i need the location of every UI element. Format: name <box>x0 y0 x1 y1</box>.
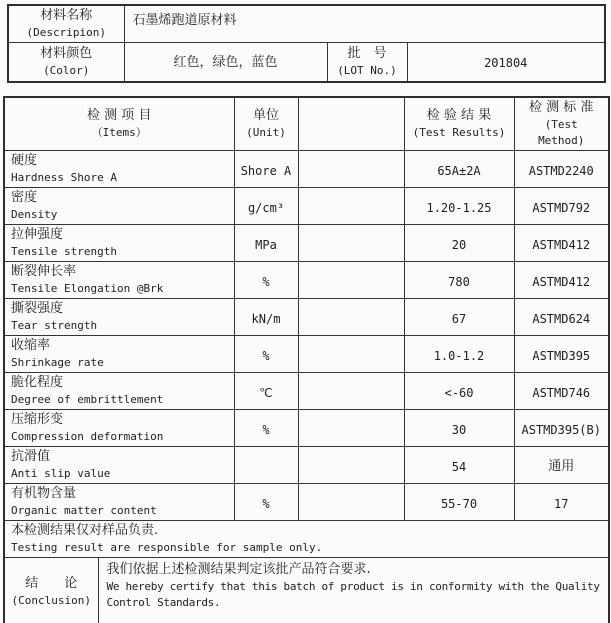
col-header-items: 检 测 项 目 （Items） <box>4 97 234 151</box>
item-cell: 脆化程度 Degree of embrittlement <box>4 373 234 410</box>
lot-no-label <box>327 43 407 82</box>
method-cell: 17 <box>514 484 609 521</box>
method-cell: ASTMD412 <box>514 225 609 262</box>
material-name-label-zh: 材料名称 <box>40 8 93 23</box>
conclusion-label-en: (Conclusion) <box>11 594 91 608</box>
spacer-cell <box>298 188 404 225</box>
item-cell: 硬度 Hardness Shore A <box>4 151 234 188</box>
item-cell: 拉伸强度 Tensile strength <box>4 225 234 262</box>
col-header-results: 检 验 结 果 (Test Results) <box>404 97 514 151</box>
unit-cell: % <box>234 262 298 299</box>
col-header-method: 检 测 标 准 (Test Method) <box>514 97 609 151</box>
unit-cell: % <box>234 336 298 373</box>
item-cell: 压缩形变 Compression deformation <box>4 410 234 447</box>
result-cell: 1.20-1.25 <box>404 188 514 225</box>
item-cell: 撕裂强度 Tear strength <box>4 299 234 336</box>
item-cell: 断裂伸长率 Tensile Elongation @Brk <box>4 262 234 299</box>
unit-cell: Shore A <box>234 151 298 188</box>
unit-cell: kN/m <box>234 299 298 336</box>
spacer-cell <box>298 336 404 373</box>
result-cell: 20 <box>404 225 514 262</box>
note-text-zh: 本检测结果仅对样品负责. <box>11 523 159 538</box>
note-row <box>4 521 609 558</box>
material-color-label <box>8 43 124 82</box>
spacer-cell <box>298 447 404 484</box>
method-cell: 通用 <box>514 447 609 484</box>
note-cell <box>4 521 609 558</box>
col-header-unit: 单位 (Unit) <box>234 97 298 151</box>
table-row-tear-strength <box>4 299 609 336</box>
result-cell: <-60 <box>404 373 514 410</box>
item-cell: 有机物含量 Organic matter content <box>4 484 234 521</box>
spacer-cell <box>298 299 404 336</box>
method-cell: ASTMD2240 <box>514 151 609 188</box>
unit-cell: g/cm³ <box>234 188 298 225</box>
material-info-table <box>7 4 606 83</box>
spacer-cell <box>298 262 404 299</box>
table-row-tensile-strength <box>4 225 609 262</box>
result-cell: 30 <box>404 410 514 447</box>
table-row-anti-slip <box>4 447 609 484</box>
material-name-value: 石墨烯跑道原材料 <box>124 5 605 43</box>
conclusion-text <box>98 558 609 623</box>
result-cell: 1.0-1.2 <box>404 336 514 373</box>
result-cell: 65A±2A <box>404 151 514 188</box>
method-cell: ASTMD395 <box>514 336 609 373</box>
item-cell: 收缩率 Shrinkage rate <box>4 336 234 373</box>
material-color-row <box>8 43 605 82</box>
unit-cell: ℃ <box>234 373 298 410</box>
lot-no-label-en: (LOT No.) <box>337 63 397 77</box>
material-color-label-en: (Color) <box>43 63 90 77</box>
material-name-row <box>8 5 605 43</box>
unit-cell <box>234 447 298 484</box>
conclusion-label <box>4 558 98 623</box>
method-cell: ASTMD746 <box>514 373 609 410</box>
conclusion-text-zh: 我们依据上述检测结果判定该批产品符合要求. <box>106 562 371 577</box>
method-cell: ASTMD792 <box>514 188 609 225</box>
item-cell: 抗滑值 Anti slip value <box>4 447 234 484</box>
table-row-embrittlement <box>4 373 609 410</box>
unit-cell: MPa <box>234 225 298 262</box>
material-name-label-en: (Descripion) <box>26 26 106 39</box>
table-row-hardness <box>4 151 609 188</box>
result-cell: 55-70 <box>404 484 514 521</box>
result-cell: 67 <box>404 299 514 336</box>
material-name-label <box>8 5 124 43</box>
method-cell: ASTMD395(B) <box>514 410 609 447</box>
lot-no-label-zh: 批 号 <box>347 45 387 61</box>
table-row-density <box>4 188 609 225</box>
table-row-compression <box>4 410 609 447</box>
table-row-shrinkage <box>4 336 609 373</box>
method-cell: ASTMD412 <box>514 262 609 299</box>
material-color-label-zh: 材料颜色 <box>40 45 93 61</box>
table-row-elongation <box>4 262 609 299</box>
spacer-cell <box>298 410 404 447</box>
result-cell: 54 <box>404 447 514 484</box>
conclusion-row <box>4 558 609 623</box>
col-header-spacer <box>298 97 404 151</box>
table-header-row <box>4 97 609 151</box>
spacer-cell <box>298 151 404 188</box>
spacer-cell <box>298 225 404 262</box>
item-cell: 密度 Density <box>4 188 234 225</box>
note-text-en: Testing result are responsible for sample only. <box>11 541 323 554</box>
table-row-organic-content <box>4 484 609 521</box>
unit-cell: % <box>234 484 298 521</box>
material-color-value: 红色，绿色，蓝色 <box>124 43 327 82</box>
conclusion-text-en: We hereby certify that this batch of product is in conformity with the Quality Control Standards. <box>106 580 600 609</box>
spacer-cell <box>298 373 404 410</box>
test-results-table <box>3 96 610 623</box>
lot-no-value: 201804 <box>407 43 605 82</box>
method-cell: ASTMD624 <box>514 299 609 336</box>
spacer-cell <box>298 484 404 521</box>
unit-cell: % <box>234 410 298 447</box>
conclusion-label-zh: 结 论 <box>25 576 78 592</box>
result-cell: 780 <box>404 262 514 299</box>
